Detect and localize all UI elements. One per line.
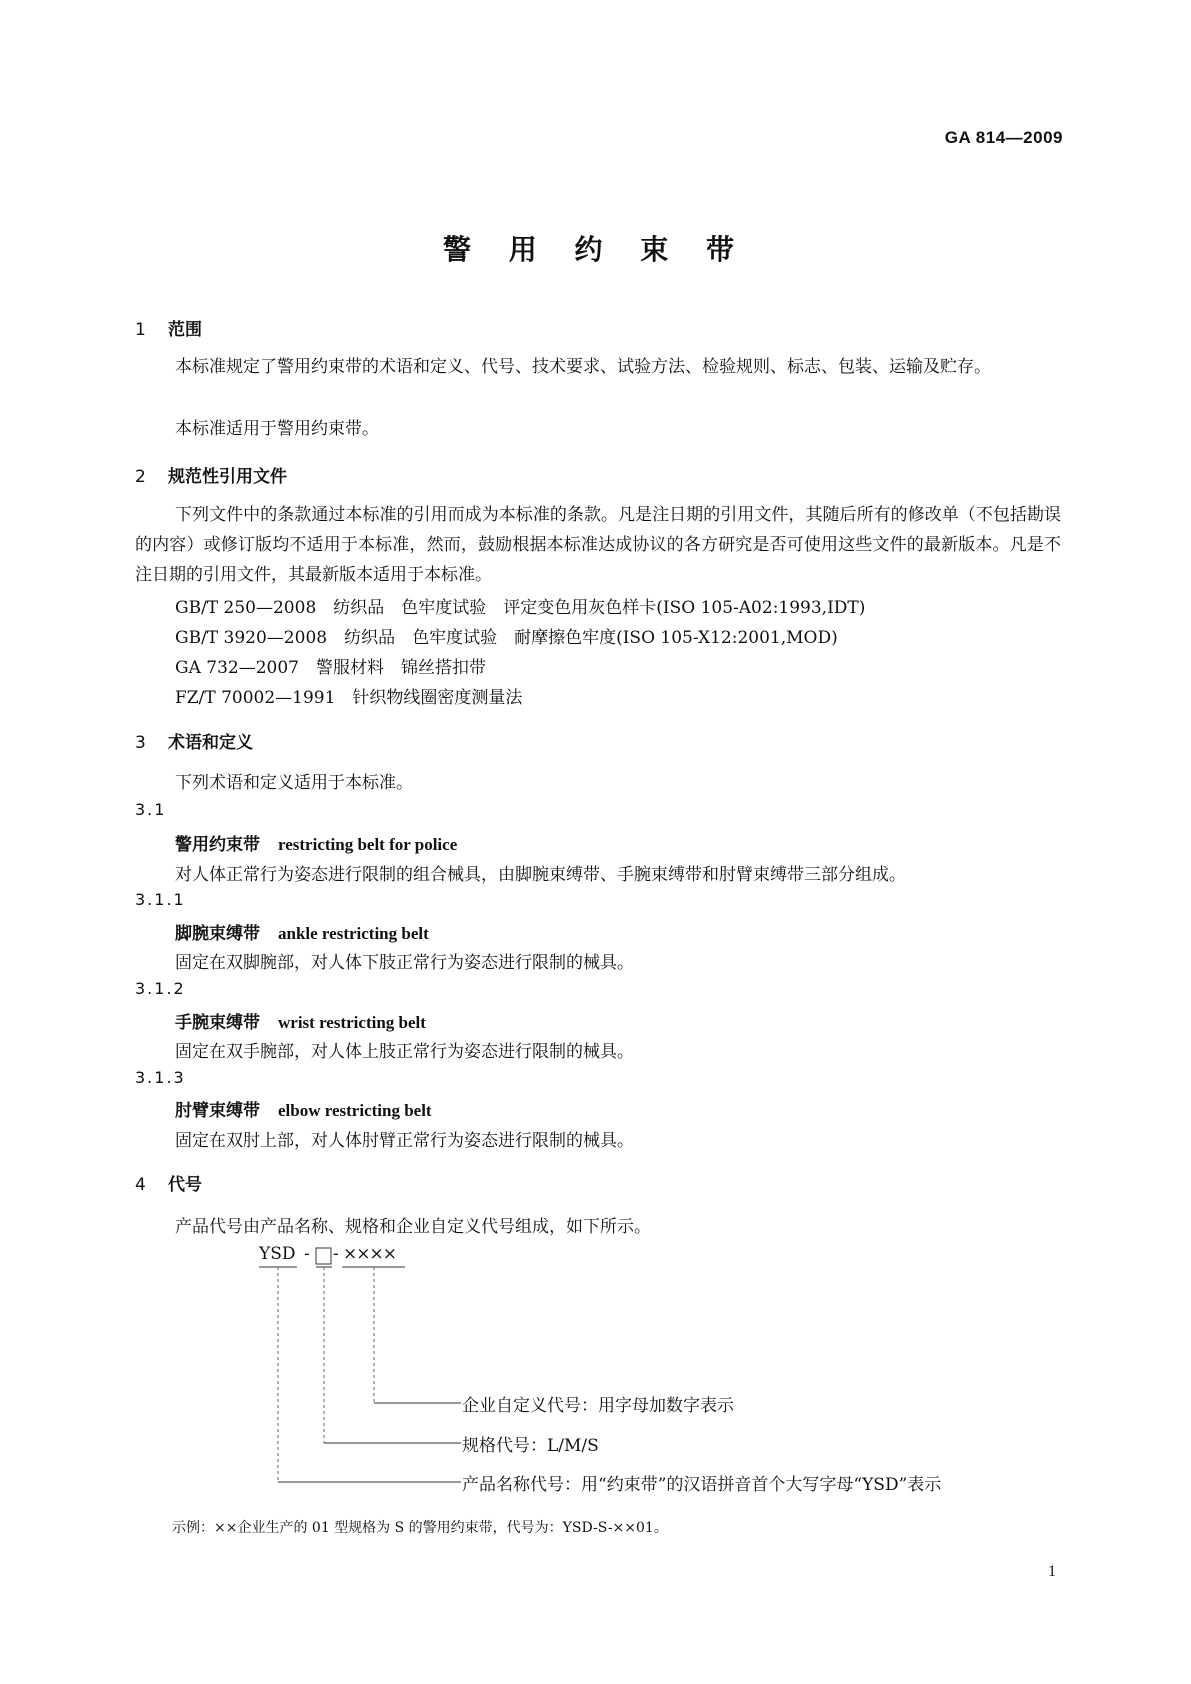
section-number: 3	[135, 733, 146, 753]
code-suffix: ××××	[343, 1244, 396, 1264]
page-number: 1	[1048, 1563, 1056, 1580]
section-4-intro: 产品代号由产品名称、规格和企业自定义代号组成，如下所示。	[175, 1217, 651, 1237]
term-english: wrist restricting belt	[278, 1013, 426, 1032]
term-chinese: 脚腕束缚带	[175, 924, 260, 944]
term-english: restricting belt for police	[278, 835, 458, 854]
label-enterprise-code: 企业自定义代号：用字母加数字表示	[462, 1396, 734, 1416]
spec-placeholder-box	[316, 1248, 331, 1264]
reference-item: GA 732—2007 警服材料 锦丝搭扣带	[175, 658, 486, 678]
section-1-paragraph-1: 本标准规定了警用约束带的术语和定义、代号、技术要求、试验方法、检验规则、标志、包装、运输及贮存。	[175, 357, 991, 377]
code-separator: -	[333, 1244, 339, 1264]
section-number: 4	[135, 1175, 146, 1195]
term-chinese: 手腕束缚带	[175, 1013, 260, 1033]
section-3-intro: 下列术语和定义适用于本标准。	[175, 773, 413, 793]
label-spec-code: 规格代号：L/M/S	[462, 1436, 599, 1456]
section-number: 1	[135, 320, 146, 340]
section-1-paragraph-2: 本标准适用于警用约束带。	[175, 419, 379, 439]
code-separator: -	[304, 1244, 310, 1264]
term-chinese: 警用约束带	[175, 835, 260, 855]
clause-number: 3.1.3	[135, 1068, 186, 1087]
term-english: elbow restricting belt	[278, 1101, 432, 1120]
section-title: 代号	[168, 1175, 202, 1195]
document-title: 警 用 约 束 带	[443, 233, 748, 266]
term-definition: 对人体正常行为姿态进行限制的组合械具，由脚腕束缚带、手腕束缚带和肘臂束缚带三部分组成。	[175, 865, 906, 885]
standard-code: GA 814—2009	[944, 128, 1063, 147]
section-2-paragraph-1: 下列文件中的条款通过本标准的引用而成为本标准的条款。凡是注日期的引用文件，其随后所有的修改单（不包括勘误的内容）或修订版均不适用于本标准，然而，鼓励根据本标准达成协议的各方研究是否可使用这些文件的最新版本。凡是不注日期的引用文件，其最新版本适用于本标准。	[135, 505, 1061, 585]
label-name-code: 产品名称代号：用“约束带”的汉语拼音首个大写字母“YSD”表示	[462, 1475, 942, 1495]
reference-item: GB/T 250—2008 纺织品 色牢度试验 评定变色用灰色样卡(ISO 105-A02:1993,IDT)	[175, 598, 866, 618]
term-definition: 固定在双脚腕部，对人体下肢正常行为姿态进行限制的械具。	[175, 953, 634, 973]
section-title: 范围	[168, 320, 202, 340]
code-prefix: YSD	[259, 1244, 296, 1264]
section-title: 术语和定义	[168, 733, 253, 753]
section-number: 2	[135, 467, 146, 487]
clause-number: 3.1	[135, 800, 167, 819]
reference-item: GB/T 3920—2008 纺织品 色牢度试验 耐摩擦色牢度(ISO 105-X12:2001,MOD)	[175, 628, 838, 648]
example-note: 示例：××企业生产的 01 型规格为 S 的警用约束带，代号为：YSD-S-××01。	[172, 1520, 668, 1536]
term-definition: 固定在双手腕部，对人体上肢正常行为姿态进行限制的械具。	[175, 1042, 634, 1062]
term-english: ankle restricting belt	[278, 924, 429, 943]
term-chinese: 肘臂束缚带	[175, 1101, 260, 1121]
term-definition: 固定在双肘上部，对人体肘臂正常行为姿态进行限制的械具。	[175, 1131, 634, 1151]
section-title: 规范性引用文件	[168, 467, 287, 487]
clause-number: 3.1.2	[135, 979, 186, 998]
clause-number: 3.1.1	[135, 890, 186, 909]
reference-item: FZ/T 70002—1991 针织物线圈密度测量法	[175, 688, 523, 708]
